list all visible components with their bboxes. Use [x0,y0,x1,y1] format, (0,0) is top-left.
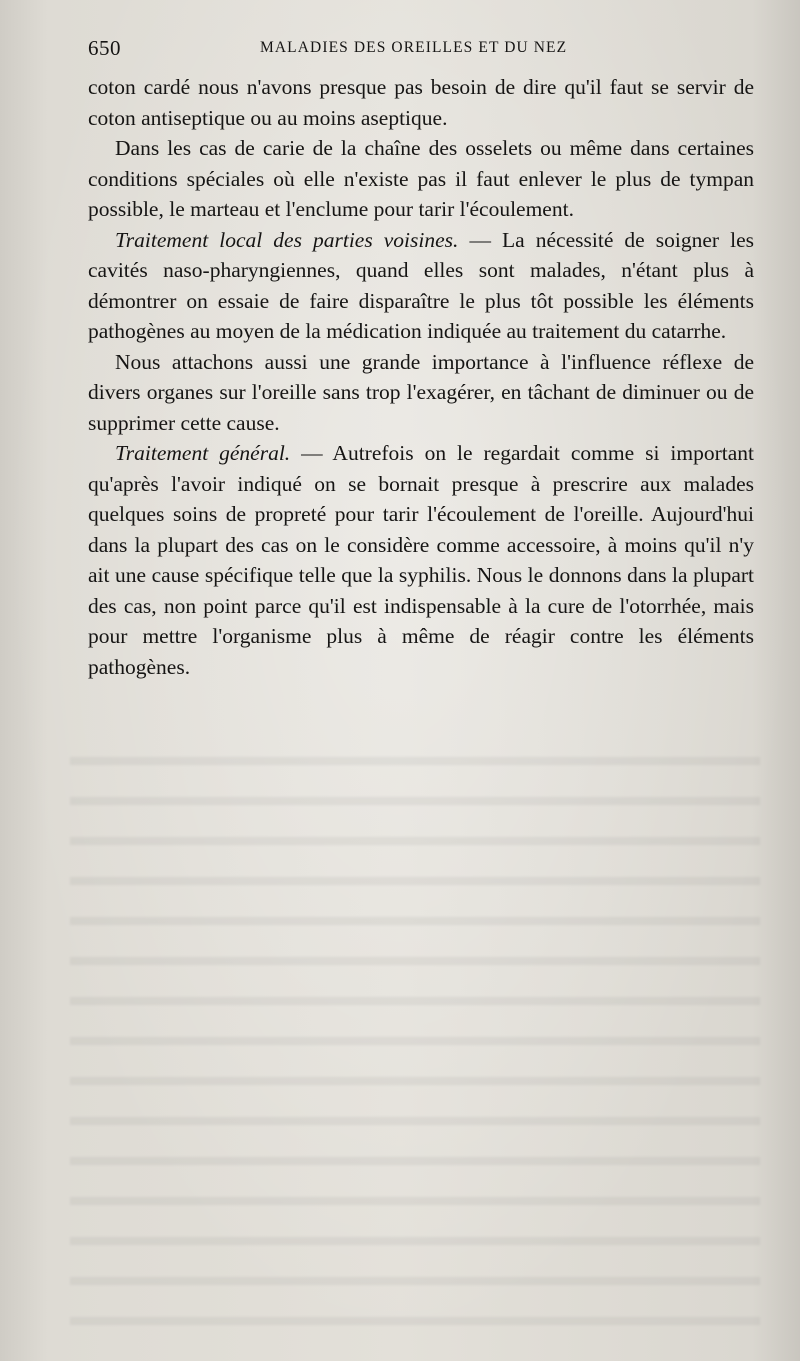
paragraph-3-text: — La nécessité de soigner les cavités naso-pharyngiennes, quand elles sont malades, n'étant plus à démontrer on essaie de faire disparaître le plus tôt possible les éléments pathogènes au moyen de la médication indiquée au traitement du catarrhe. [88,227,755,343]
paragraph-1: coton cardé nous n'avons presque pas besoin de dire qu'il faut se servir de coton antiseptique ou au moins aseptique. [88,75,754,130]
section-heading-local: Traitement local des parties voisines. [115,227,459,252]
paragraph-5-text: — Autrefois on le regardait comme si important qu'après l'avoir indiqué on se bornait presque à prescrire aux malades quelques soins de propreté pour tarir l'écoulement de l'oreille. Aujourd'hui dans la plupart des cas on le considère comme accessoire, à moins qu'il n'y ait une cause spécifique telle que la syphilis. Nous le donnons dans la plupart des cas, non point parce qu'il est indispensable à la cure de l'otorrhée, mais pour mettre l'organisme plus à même de réagir contre les éléments pathogènes. [88,441,754,679]
page-header [88,36,754,60]
page-number: 650 [88,36,121,60]
paragraph-3 [88,225,754,347]
section-heading-general: Traitement général. [115,441,291,465]
paragraph-4: Nous attachons aussi une grande importance à l'influence réflexe de divers organes sur l'oreille sans trop l'exagérer, en tâchant de diminuer ou de supprimer cette cause. [88,349,754,435]
show-through-shadow [70,735,760,1335]
body-text [88,72,754,682]
running-title: MALADIES DES OREILLES ET DU NEZ [260,39,568,56]
paragraph-2: Dans les cas de carie de la chaîne des osselets ou même dans certaines conditions spéciales où elle n'existe pas il faut enlever le plus de tympan possible, le marteau et l'enclume pour tarir l'écoulement. [88,136,754,221]
paragraph-5 [88,438,754,682]
